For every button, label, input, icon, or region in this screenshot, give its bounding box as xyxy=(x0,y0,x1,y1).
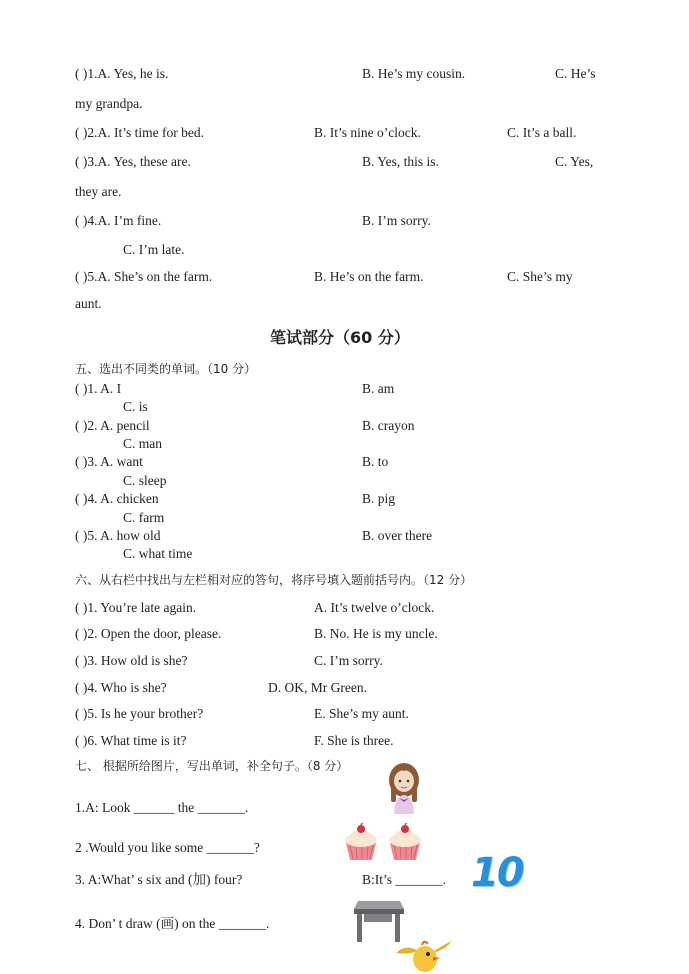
s6-q6: ( )6. What time is it? xyxy=(75,733,187,748)
s5-q5-option-a: ( )5. A. how old xyxy=(75,528,161,543)
listening-q1-continued: my grandpa. xyxy=(75,96,143,111)
s5-q1-option-b: B. am xyxy=(362,381,395,396)
listening-q3: ( )3.A. Yes, these are. xyxy=(75,154,191,169)
s5-q4-option-a: ( )4. A. chicken xyxy=(75,491,159,506)
s6-q4: ( )4. Who is she? xyxy=(75,680,167,695)
listening-q4: ( )4.A. I’m fine. xyxy=(75,213,162,228)
listening-q5-option-c: C. She’s my xyxy=(507,269,573,284)
s5-q1-option-c: C. is xyxy=(123,399,148,414)
listening-q2: ( )2.A. It’s time for bed. xyxy=(75,125,204,140)
listening-q3-continued: they are. xyxy=(75,184,122,199)
s6-q2: ( )2. Open the door, please. xyxy=(75,626,222,641)
section-seven-title: 七、 根据所给图片，写出单词，补全句子。（8 分） xyxy=(75,759,349,773)
listening-q1-option-c: C. He’s xyxy=(555,66,596,81)
girl-picture xyxy=(385,760,423,814)
s5-q5-option-b: B. over there xyxy=(362,528,433,543)
listening-q5: ( )5.A. She’s on the farm. xyxy=(75,269,213,284)
listening-q2-option-b: B. It’s nine o’clock. xyxy=(314,125,421,140)
s5-q2-option-b: B. crayon xyxy=(362,418,415,433)
listening-q1: ( )1.A. Yes, he is. xyxy=(75,66,169,81)
section-six-title: 六、从右栏中找出与左栏相对应的答句，将序号填入题前括号内。（12 分） xyxy=(75,573,473,587)
s6-q5: ( )5. Is he your brother? xyxy=(75,706,204,721)
s6-answer-f: F. She is three. xyxy=(314,733,394,748)
cupcake-picture xyxy=(342,823,424,861)
s5-q2-option-a: ( )2. A. pencil xyxy=(75,418,150,433)
s7-q2: 2 .Would you like some _______? xyxy=(75,840,260,855)
s7-q4: 4. Don’ t draw (画) on the _______. xyxy=(75,916,270,931)
s6-answer-e: E. She’s my aunt. xyxy=(314,706,409,721)
listening-q3-option-b: B. Yes, this is. xyxy=(362,154,439,169)
s6-q1: ( )1. You’re late again. xyxy=(75,600,197,615)
s7-q3-answer: B:It’s _______. xyxy=(362,872,447,887)
listening-q4-option-b: B. I’m sorry. xyxy=(362,213,431,228)
s7-q3: 3. A:What’ s six and (加) four? xyxy=(75,872,243,887)
s6-answer-d: D. OK, Mr Green. xyxy=(268,680,367,695)
s5-q3-option-b: B. to xyxy=(362,454,389,469)
listening-q3-option-c: C. Yes, xyxy=(555,154,594,169)
s6-answer-b: B. No. He is my uncle. xyxy=(314,626,438,641)
listening-q5-option-b: B. He’s on the farm. xyxy=(314,269,424,284)
s5-q2-option-c: C. man xyxy=(123,436,162,451)
listening-q1-option-b: B. He’s my cousin. xyxy=(362,66,466,81)
s5-q3-option-a: ( )3. A. want xyxy=(75,454,143,469)
number-ten-picture: 10 xyxy=(471,850,523,896)
s5-q4-option-c: C. farm xyxy=(123,510,165,525)
s5-q5-option-c: C. what time xyxy=(123,546,193,561)
s5-q1-option-a: ( )1. A. I xyxy=(75,381,122,396)
written-part-title: 笔试部分（60 分） xyxy=(270,328,410,347)
bird-picture xyxy=(392,935,456,974)
listening-q2-option-c: C. It’s a ball. xyxy=(507,125,577,140)
s6-answer-a: A. It’s twelve o’clock. xyxy=(314,600,435,615)
s5-q3-option-c: C. sleep xyxy=(123,473,167,488)
s7-q1: 1.A: Look ______ the _______. xyxy=(75,800,249,815)
s5-q4-option-b: B. pig xyxy=(362,491,396,506)
s6-q3: ( )3. How old is she? xyxy=(75,653,188,668)
listening-q5-continued: aunt. xyxy=(75,296,102,311)
section-five-title: 五、选出不同类的单词。（10 分） xyxy=(75,362,257,376)
s6-answer-c: C. I’m sorry. xyxy=(314,653,383,668)
listening-q4-option-c: C. I’m late. xyxy=(123,242,185,257)
